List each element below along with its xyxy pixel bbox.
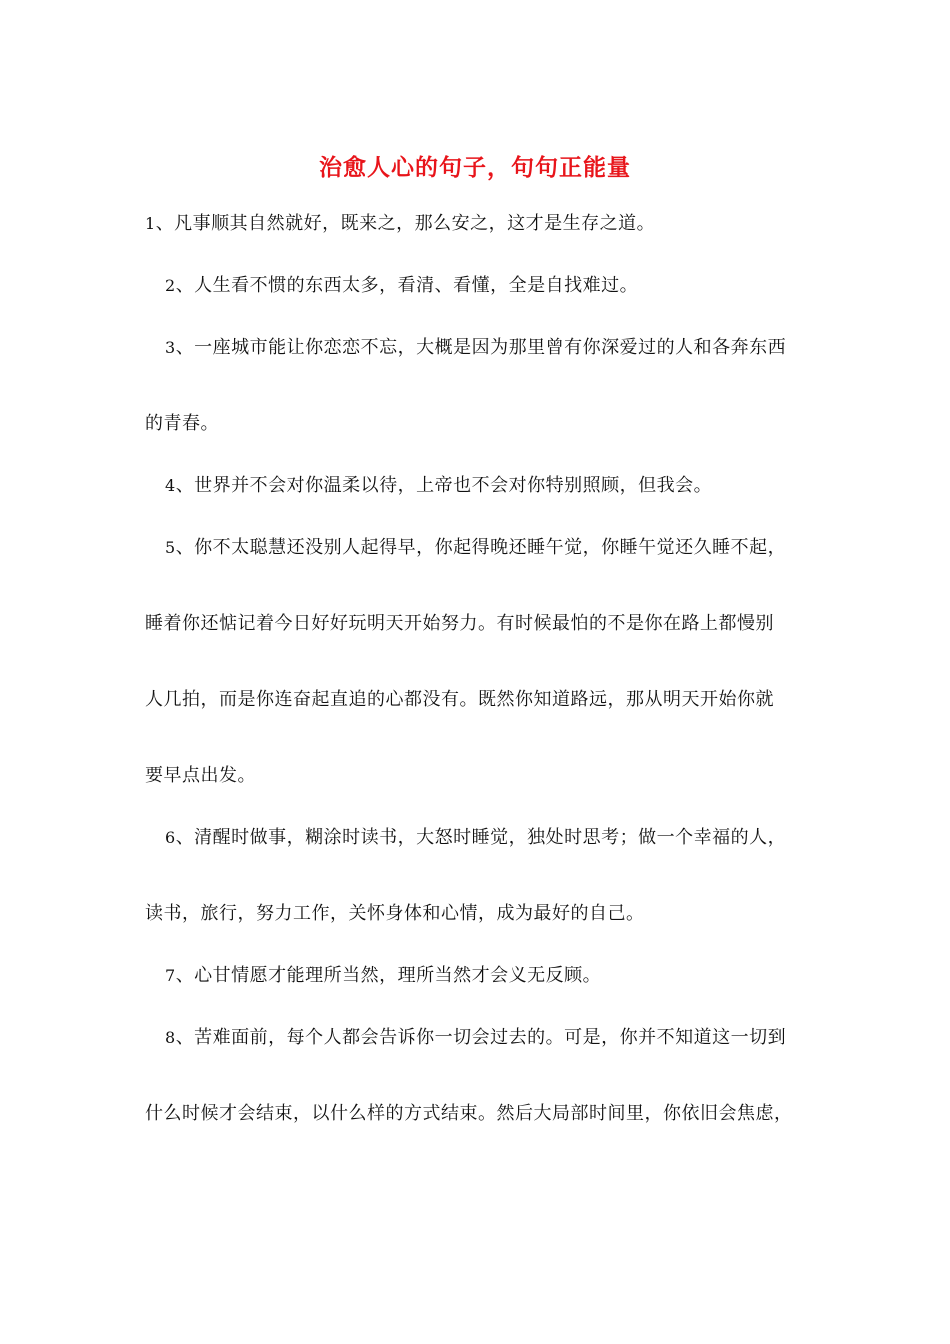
document-body bbox=[145, 205, 810, 1133]
paragraph-line: 读书，旅行，努力工作，关怀身体和心情，成为最好的自己。 bbox=[145, 903, 645, 924]
paragraph-6 bbox=[145, 819, 810, 933]
paragraph-line: 的青春。 bbox=[145, 413, 219, 434]
paragraph-text: 、你不太聪慧还没别人起得早，你起得晚还睡午觉，你睡午觉还久睡不起， bbox=[175, 537, 787, 558]
paragraph-line bbox=[145, 957, 810, 995]
paragraph-line bbox=[145, 329, 810, 367]
paragraph-line: 要早点出发。 bbox=[145, 765, 256, 786]
paragraph-line bbox=[145, 467, 810, 505]
paragraph-line: 什么时候才会结束，以什么样的方式结束。然后大局部时间里，你依旧会焦虑， bbox=[145, 1103, 793, 1124]
paragraph-2 bbox=[145, 267, 810, 305]
paragraph-number: 4 bbox=[165, 476, 176, 495]
paragraph-text: 、人生看不惯的东西太多，看清、看懂，全是自找难过。 bbox=[175, 275, 639, 296]
paragraph-4 bbox=[145, 467, 810, 505]
page-title: 治愈人心的句子，句句正能量 bbox=[319, 154, 631, 181]
paragraph-3 bbox=[145, 329, 810, 443]
paragraph-line bbox=[145, 205, 810, 243]
paragraph-number: 5 bbox=[165, 538, 176, 557]
paragraph-text: 、一座城市能让你恋恋不忘，大概是因为那里曾有你深爱过的人和各奔东西 bbox=[175, 337, 787, 358]
paragraph-5 bbox=[145, 529, 810, 795]
paragraph-8 bbox=[145, 1019, 810, 1133]
paragraph-text: 、清醒时做事，糊涂时读书，大怒时睡觉，独处时思考；做一个幸福的人， bbox=[175, 827, 787, 848]
paragraph-line bbox=[145, 529, 810, 567]
paragraph-text: 、世界并不会对你温柔以待，上帝也不会对你特别照顾，但我会。 bbox=[175, 475, 713, 496]
paragraph-line: 人几拍，而是你连奋起直追的心都没有。既然你知道路远，那从明天开始你就 bbox=[145, 689, 774, 710]
paragraph-line bbox=[145, 267, 810, 305]
paragraph-number: 2 bbox=[165, 276, 176, 295]
paragraph-line bbox=[145, 819, 810, 857]
paragraph-1 bbox=[145, 205, 810, 243]
paragraph-line: 睡着你还惦记着今日好好玩明天开始努力。有时候最怕的不是你在路上都慢别 bbox=[145, 613, 774, 634]
paragraph-text: 、凡事顺其自然就好，既来之，那么安之，这才是生存之道。 bbox=[155, 213, 656, 234]
paragraph-number: 6 bbox=[165, 828, 176, 847]
paragraph-number: 1 bbox=[145, 214, 156, 233]
paragraph-text: 、苦难面前，每个人都会告诉你一切会过去的。可是，你并不知道这一切到 bbox=[175, 1027, 787, 1048]
paragraph-number: 8 bbox=[165, 1028, 176, 1047]
paragraph-7 bbox=[145, 957, 810, 995]
paragraph-line bbox=[145, 1019, 810, 1057]
paragraph-text: 、心甘情愿才能理所当然，理所当然才会义无反顾。 bbox=[175, 965, 602, 986]
paragraph-number: 7 bbox=[165, 966, 176, 985]
paragraph-number: 3 bbox=[165, 338, 176, 357]
